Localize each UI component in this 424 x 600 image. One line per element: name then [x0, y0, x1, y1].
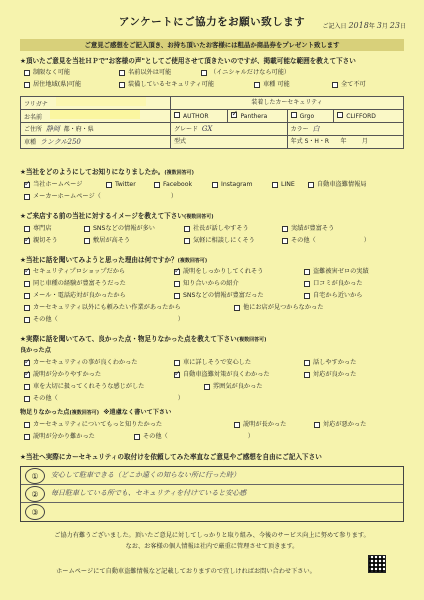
- field-label: 型式: [174, 138, 187, 146]
- q4-row-5: [24, 316, 404, 324]
- checkbox[interactable]: [212, 182, 218, 188]
- option-label: メーカーホームページ（: [33, 193, 101, 200]
- option-label: 社長が話しやすそう: [193, 225, 249, 232]
- checkbox[interactable]: [24, 317, 30, 323]
- option-label: その他（: [291, 237, 316, 244]
- q4-option[interactable]: [24, 292, 174, 300]
- option-label: Instagram: [221, 181, 253, 188]
- color-field[interactable]: [287, 123, 403, 136]
- security-option[interactable]: [334, 110, 404, 123]
- q5-bad-row-2: [24, 433, 404, 441]
- question-note: (複数回答可): [164, 170, 194, 176]
- checkbox[interactable]: [24, 384, 30, 390]
- q3-row-1: [24, 225, 404, 233]
- checkbox[interactable]: [119, 82, 125, 88]
- security-header: 装着したカーセキュリティ: [171, 97, 404, 110]
- date-month[interactable]: 3: [376, 21, 382, 30]
- q3-option[interactable]: [24, 225, 84, 233]
- q3-option[interactable]: [24, 237, 84, 245]
- option-label: （イニシャルだけなら可能）: [210, 69, 291, 76]
- option-label: 自動車盗難情報局: [317, 181, 367, 188]
- website-note: ホームページにて自動車盗難情報など記載しておりますので宜しければお問い合わせ下さい。: [56, 568, 316, 575]
- bad-option[interactable]: [134, 433, 254, 441]
- q3-option[interactable]: [184, 225, 282, 233]
- color-value: 白: [312, 124, 320, 133]
- checkbox[interactable]: [308, 182, 314, 188]
- comment-text: 毎日駐車している所でも、セキュリティを付けていると安心感: [51, 489, 247, 498]
- option-label: 親切そう: [33, 237, 58, 244]
- date-year-unit: 年: [368, 23, 375, 30]
- year-era: S・H・R: [304, 138, 330, 146]
- checkbox[interactable]: [304, 281, 310, 287]
- checkbox[interactable]: [24, 396, 30, 402]
- q3-row-2: [24, 237, 404, 245]
- option-label: 制限なく可能: [33, 69, 71, 76]
- q5-good-row-2: [24, 371, 404, 379]
- checkbox[interactable]: [184, 238, 190, 244]
- entry-date: [323, 21, 406, 31]
- checkbox[interactable]: [174, 281, 180, 287]
- q2-row-1: [24, 181, 404, 189]
- q2-option[interactable]: [106, 181, 154, 189]
- question-extra: ※遠慮なく書いて下さい: [103, 409, 172, 416]
- q1-label: ★頂いたご意見を当社ＨＰで"お客様の声"としてご使用させて頂きたいのですが、掲載可能な範囲を教えて下さい: [20, 57, 356, 65]
- comment-line-3[interactable]: [21, 503, 403, 521]
- option-label: 説明が分かり難かった: [33, 433, 95, 440]
- field-label: 年式: [290, 138, 303, 146]
- question-note: (複数回答可): [69, 410, 100, 416]
- q1-option[interactable]: [201, 69, 290, 77]
- bad-points-label: [20, 409, 171, 417]
- checkbox[interactable]: [24, 70, 30, 76]
- checkbox[interactable]: [24, 194, 30, 200]
- good-option[interactable]: [174, 359, 304, 367]
- checkbox[interactable]: [282, 238, 288, 244]
- q4-label: [20, 256, 207, 264]
- q1-row-2: [24, 81, 404, 89]
- q4-option[interactable]: [304, 280, 363, 288]
- good-option[interactable]: [304, 371, 356, 379]
- checkbox[interactable]: [24, 226, 30, 232]
- q2-option[interactable]: [272, 181, 308, 189]
- option-label: 同じ車種の経験が豊富そうだった: [33, 280, 126, 287]
- q6-label: ★当社へ実際にカーセキュリティの取付けを依頼してみた率直なご意見やご感想を自由にご記入下さい: [20, 453, 322, 461]
- model-field[interactable]: [171, 136, 288, 149]
- option-label: Twitter: [115, 181, 136, 188]
- date-prefix: ご記入日: [322, 23, 347, 30]
- q4-option[interactable]: [24, 316, 184, 324]
- checkbox[interactable]: [234, 305, 240, 311]
- good-points-label: 良かった点: [20, 347, 51, 354]
- bad-option[interactable]: [314, 421, 366, 429]
- redacted-block: [56, 97, 146, 106]
- q5-good-row-3: [24, 383, 404, 391]
- date-day[interactable]: 23: [389, 21, 400, 30]
- option-label: CLIFFORD: [346, 112, 376, 120]
- field-label: フリガナ: [24, 101, 48, 109]
- q4-row-4: [24, 304, 404, 312]
- question-note: (複数回答可): [236, 337, 267, 343]
- field-label: お名前: [24, 114, 43, 122]
- furigana-field[interactable]: [21, 97, 171, 110]
- paren-close: ）: [170, 193, 178, 200]
- option-label: その他（: [33, 316, 58, 323]
- q2-option[interactable]: [24, 181, 106, 189]
- q4-row-1: [24, 268, 404, 276]
- date-year[interactable]: 2018: [348, 21, 369, 30]
- option-label: 雰囲気が良かった: [213, 383, 263, 390]
- q2-option[interactable]: [308, 181, 367, 189]
- option-label: 対応が悪かった: [323, 421, 367, 428]
- field-label: 車種: [24, 138, 37, 146]
- option-label: 自宅から近いから: [313, 292, 363, 299]
- checkbox[interactable]: [234, 422, 240, 428]
- bad-option[interactable]: [24, 421, 234, 429]
- option-label: 車に詳しそうで安心した: [183, 359, 252, 366]
- q2-option[interactable]: [24, 193, 177, 201]
- security-option[interactable]: [228, 110, 287, 123]
- line-number: ①: [25, 468, 45, 484]
- checkbox[interactable]: [337, 112, 343, 118]
- security-option[interactable]: [171, 110, 228, 123]
- q1-option[interactable]: [254, 81, 332, 89]
- good-option[interactable]: [304, 359, 356, 367]
- checkbox[interactable]: [174, 360, 180, 366]
- checkbox[interactable]: [24, 372, 30, 378]
- q4-option[interactable]: [304, 268, 369, 276]
- q2-option[interactable]: [154, 181, 212, 189]
- q4-option[interactable]: [24, 304, 234, 312]
- option-label: セキュリティプロショップだから: [33, 268, 126, 275]
- checkbox[interactable]: [304, 269, 310, 275]
- checkbox[interactable]: [24, 281, 30, 287]
- redacted-block: [50, 110, 140, 119]
- option-label: 名前以外は可能: [128, 69, 172, 76]
- option-label: カーセキュリティについてもっと知りたかった: [33, 421, 163, 428]
- q1-option[interactable]: [119, 81, 254, 89]
- checkbox[interactable]: [231, 112, 237, 118]
- question-text: ★実際に話を聞いてみて、良かった点・物足りなかった点を教えて下さい: [20, 335, 237, 343]
- checkbox[interactable]: [24, 434, 30, 440]
- q3-option[interactable]: [282, 237, 370, 245]
- option-label: Grgo: [299, 112, 315, 120]
- checkbox[interactable]: [174, 372, 180, 378]
- checkbox[interactable]: [134, 434, 140, 440]
- checkbox[interactable]: [304, 372, 310, 378]
- good-option[interactable]: [24, 383, 204, 391]
- q4-row-2: [24, 280, 404, 288]
- option-label: LINE: [281, 181, 295, 188]
- field-label: グレード: [174, 125, 199, 133]
- customer-info-table: [20, 96, 404, 149]
- month-unit: 月: [361, 138, 368, 146]
- q5-label: [20, 335, 266, 343]
- option-label: Panthera: [240, 112, 268, 120]
- option-label: 説明が分かりやすかった: [33, 371, 102, 378]
- address-field[interactable]: [21, 123, 171, 136]
- question-text: ★当社に話を聞いてみようと思った理由は何ですか？: [20, 256, 178, 264]
- checkbox[interactable]: [332, 82, 338, 88]
- option-label: 居住地域(県)可能: [33, 81, 82, 88]
- checkbox[interactable]: [154, 182, 160, 188]
- option-label: Facebook: [163, 181, 193, 188]
- option-label: カーセキュリティの事が良くわかった: [33, 359, 138, 366]
- q2-label: [20, 168, 194, 176]
- option-label: 他にお店が見つからなかった: [243, 304, 324, 311]
- checkbox[interactable]: [24, 238, 30, 244]
- checkbox[interactable]: [174, 112, 180, 118]
- option-label: SNSなどの情報が豊富だった: [183, 292, 264, 299]
- good-option[interactable]: [24, 371, 174, 379]
- q4-option[interactable]: [174, 292, 304, 300]
- q1-option[interactable]: [119, 69, 201, 77]
- q2-row-2: [24, 193, 404, 201]
- bad-option[interactable]: [24, 433, 134, 441]
- q4-option[interactable]: [174, 268, 304, 276]
- option-label: 専門店: [33, 225, 52, 232]
- checkbox[interactable]: [24, 269, 30, 275]
- option-label: カーセキュリティ以外にも頼みたい作業があったから: [33, 304, 181, 311]
- option-label: 装備しているセキュリティ可能: [128, 81, 215, 88]
- paren-close: ）: [247, 433, 254, 440]
- option-label: 当社ホームページ: [33, 181, 83, 188]
- security-option[interactable]: [287, 110, 334, 123]
- q5-good-row-1: [24, 359, 404, 367]
- checkbox[interactable]: [106, 182, 112, 188]
- option-label: 口コミが良かった: [313, 280, 363, 287]
- option-label: その他（: [143, 433, 168, 440]
- good-option[interactable]: [204, 383, 263, 391]
- question-text: ★当社をどのようにしてお知りになりましたか。: [20, 168, 165, 176]
- checkbox[interactable]: [254, 82, 260, 88]
- good-option[interactable]: [24, 359, 174, 367]
- option-label: 説明が長かった: [243, 421, 287, 428]
- checkbox[interactable]: [282, 226, 288, 232]
- checkbox[interactable]: [304, 360, 310, 366]
- q5-bad-row-1: [24, 421, 404, 429]
- date-month-unit: 月: [381, 23, 388, 30]
- checkbox[interactable]: [291, 112, 297, 118]
- field-label: ご住所: [24, 125, 43, 133]
- checkbox[interactable]: [272, 182, 278, 188]
- comment-line-2[interactable]: [21, 485, 403, 503]
- checkbox[interactable]: [174, 293, 180, 299]
- option-label: 対応が良かった: [313, 371, 357, 378]
- thanks-line-2: なお、お客様の個人情報は社内で厳重に管理させて頂きます。: [125, 543, 299, 550]
- grade-value: GX: [201, 124, 213, 133]
- paren-close: ）: [177, 316, 184, 323]
- name-field[interactable]: [21, 110, 171, 123]
- paren-close: ）: [363, 237, 370, 244]
- thanks-line-1: ご協力有難うございました。頂いたご意見に対してしっかりと取り組み、今後のサービス向上に努めて参ります。: [54, 532, 370, 539]
- option-label: 自動車盗難対策が良くわかった: [183, 371, 270, 378]
- question-note: (複数回答可): [183, 214, 214, 220]
- car-field[interactable]: [21, 136, 171, 149]
- question-note: (複数回答可): [177, 258, 208, 264]
- option-label: 説明をしっかりしてくれそう: [183, 268, 264, 275]
- checkbox[interactable]: [204, 384, 210, 390]
- checkbox[interactable]: [314, 422, 320, 428]
- address-value: 静岡: [45, 124, 60, 133]
- option-label: メール・電話応対が良かったから: [33, 292, 126, 299]
- q1-row-1: [24, 69, 404, 77]
- paren-close: ）: [177, 395, 184, 402]
- option-label: 盗難被害ゼロの実績: [313, 268, 369, 275]
- option-label: 知り合いからの紹介: [183, 280, 239, 287]
- line-number: ③: [25, 504, 45, 520]
- option-label: その他（: [33, 395, 58, 402]
- grade-field[interactable]: [171, 123, 288, 136]
- q2-option[interactable]: [212, 181, 272, 189]
- option-label: 敷居が高そう: [93, 237, 131, 244]
- free-comment-box: [20, 466, 404, 522]
- option-label: 車種 可能: [263, 81, 290, 88]
- q1-option[interactable]: [24, 81, 119, 89]
- q4-option[interactable]: [174, 280, 304, 288]
- question-text: 物足りなかった点: [20, 409, 70, 416]
- q1-option[interactable]: [332, 81, 366, 89]
- survey-title: アンケートにご協力をお願い致します: [118, 16, 306, 28]
- year-field[interactable]: [287, 136, 403, 149]
- checkbox[interactable]: [201, 70, 207, 76]
- checkbox[interactable]: [24, 182, 30, 188]
- q3-option[interactable]: [84, 225, 184, 233]
- option-label: 車を大切に扱ってくれそうな感じがした: [33, 383, 145, 390]
- line-number: ②: [25, 486, 45, 502]
- comment-text: 安心して駐車できる（どこか遠くの知らない所に行った時）: [51, 471, 240, 480]
- checkbox[interactable]: [119, 70, 125, 76]
- q4-option[interactable]: [234, 304, 323, 312]
- question-text: ★ご来店する前の当社に対するイメージを教えて下さい: [20, 212, 184, 220]
- q3-option[interactable]: [184, 237, 282, 245]
- good-option[interactable]: [174, 371, 304, 379]
- checkbox[interactable]: [184, 226, 190, 232]
- year-unit: 年: [340, 138, 347, 146]
- checkbox[interactable]: [24, 422, 30, 428]
- date-day-unit: 日: [399, 23, 406, 30]
- q4-option[interactable]: [24, 268, 174, 276]
- option-label: 話しやすかった: [313, 359, 357, 366]
- checkbox[interactable]: [24, 293, 30, 299]
- checkbox[interactable]: [174, 269, 180, 275]
- q3-label: [20, 212, 214, 220]
- checkbox[interactable]: [304, 293, 310, 299]
- checkbox[interactable]: [24, 82, 30, 88]
- option-label: 気軽に相談しにくそう: [193, 237, 255, 244]
- bad-option[interactable]: [234, 421, 314, 429]
- checkbox[interactable]: [24, 305, 30, 311]
- address-unit: 都・府・県: [63, 125, 94, 133]
- good-option[interactable]: [24, 395, 184, 403]
- present-banner: ご意見ご感想をご記入頂き、お持ち頂いたお客様には粗品か商品券をプレゼント致します: [20, 39, 404, 51]
- q3-option[interactable]: [282, 225, 334, 233]
- option-label: 全て不可: [341, 81, 366, 88]
- comment-line-1[interactable]: [21, 467, 403, 485]
- checkbox[interactable]: [84, 238, 90, 244]
- q5-good-row-4: [24, 395, 404, 403]
- q1-option[interactable]: [24, 69, 119, 77]
- q4-option[interactable]: [304, 292, 363, 300]
- q4-row-3: [24, 292, 404, 300]
- option-label: 実績が豊富そう: [291, 225, 335, 232]
- option-label: AUTHOR: [183, 112, 209, 120]
- field-label: カラー: [290, 125, 309, 133]
- q4-option[interactable]: [24, 280, 174, 288]
- car-value: ランクル250: [39, 137, 81, 146]
- qr-code-icon[interactable]: [368, 555, 386, 573]
- q3-option[interactable]: [84, 237, 184, 245]
- checkbox[interactable]: [84, 226, 90, 232]
- checkbox[interactable]: [24, 360, 30, 366]
- option-label: SNSなどの情報が多い: [93, 225, 155, 232]
